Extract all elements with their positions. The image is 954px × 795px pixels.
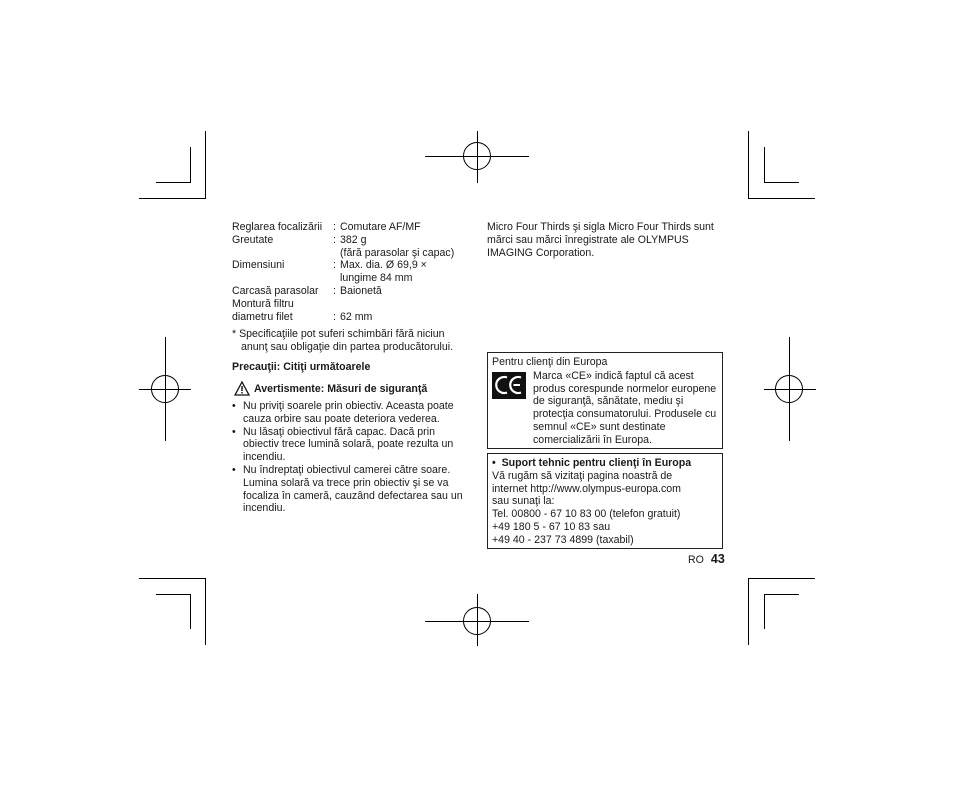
spec-footnote: * Specificaţiile pot suferi schimbări fără niciun anunţ sau obligaţie din partea producătorului. [232, 328, 454, 353]
list-item: • Nu îndreptaţi obiectivul camerei către soare. Lumina solară va trece prin obiectiv şi se va focaliza în cameră, cauzând defectarea sau un incendiu. [232, 463, 463, 515]
ce-mark-icon [492, 372, 526, 399]
list-item: • Nu priviţi soarele prin obiectiv. Aceasta poate cauza orbire sau poate deteriora vederea. [232, 400, 454, 425]
ce-notice-box [487, 352, 723, 449]
language-code: RO [688, 554, 704, 566]
list-item: • Nu lăsaţi obiectivul fără capac. Dacă prin obiectiv trece lumină solară, poate rezulta un incendiu. [232, 425, 454, 464]
spec-row-dimensions: Dimensiuni : Max. dia. Ø 69,9 × lungime 84 mm [232, 259, 427, 285]
warning-list [232, 400, 472, 515]
trademark-notice: Micro Four Thirds şi sigla Micro Four Thirds sunt mărci sau mărci înregistrate ale OLYMPUS IMAGING Corporation. [487, 221, 714, 259]
spec-row-focus: Reglarea focalizării : Comutare AF/MF [232, 221, 421, 233]
support-line: +49 180 5 - 67 10 83 sau [492, 520, 611, 533]
ce-box-title: Pentru clienţi din Europa [492, 356, 608, 368]
warning-triangle-icon [234, 381, 250, 396]
support-line: Vă rugăm să vizitaţi pagina noastră de [492, 469, 673, 482]
page-number: 43 [710, 552, 725, 566]
support-box [487, 453, 723, 549]
page-footer [688, 553, 725, 567]
ce-box-text: Marca «CE» indică faptul că acest produs corespunde normelor europene de siguranţă, sănătate, mediu şi protecţia consumatorului. Produsele cu semnul «CE» sunt destinate comercializării în Europa. [533, 369, 717, 446]
specifications-table [232, 221, 472, 323]
warning-heading: Avertismente: Măsuri de siguranţă [234, 381, 427, 396]
spec-row-filter: Montură filtru diametru filet : 62 mm [232, 297, 373, 323]
support-line: internet http://www.olympus-europa.com [492, 482, 682, 495]
precautions-heading: Precauţii: Citiţi următoarele [232, 361, 371, 373]
spec-row-weight: Greutate : 382 g (fără parasolar şi capac) [232, 233, 455, 259]
spec-row-hood: Carcasă parasolar : Baionetă [232, 284, 382, 297]
support-line: sau sunaţi la: [492, 495, 555, 508]
support-title: • Suport tehnic pentru clienţi în Europa [492, 457, 692, 469]
support-line: +49 40 - 237 73 4899 (taxabil) [492, 533, 634, 546]
support-line: Tel. 00800 - 67 10 83 00 (telefon gratuit) [492, 508, 681, 521]
